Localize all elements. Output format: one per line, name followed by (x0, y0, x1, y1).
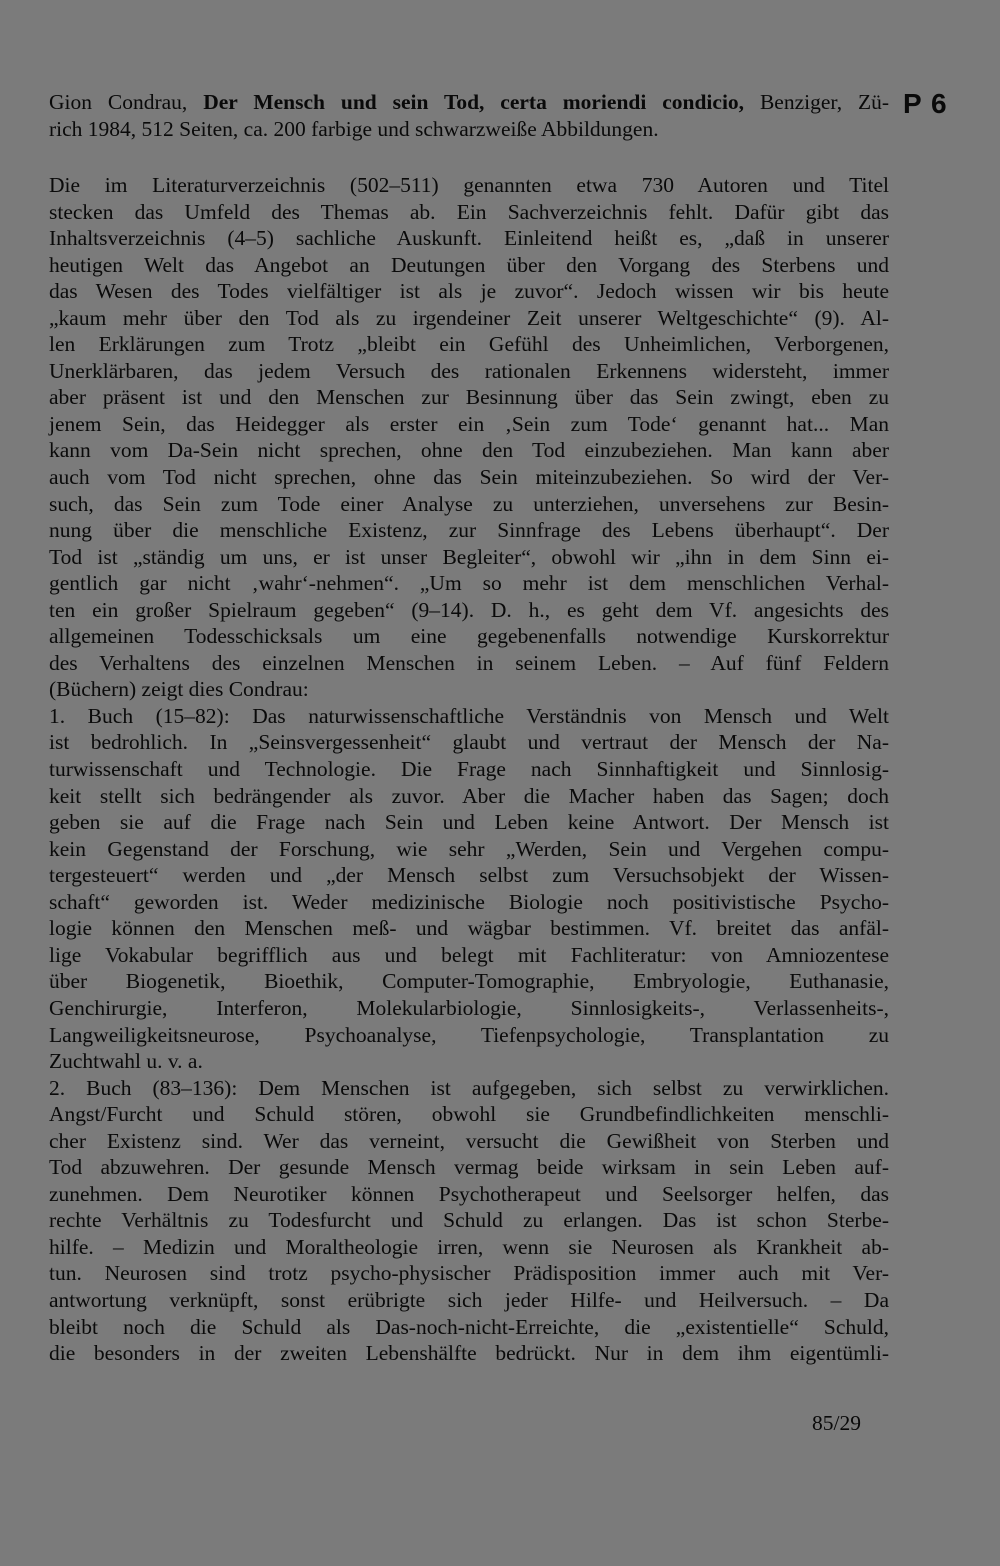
body-line: Inhaltsverzeichnis (4–5) sachliche Auskunft. Einleitend heißt es, „daß in unserer (49, 226, 889, 251)
body-line: turwissenschaft und Technologie. Die Frage nach Sinnhaftigkeit und Sinnlosig- (49, 757, 889, 782)
body-line: Tod abzuwehren. Der gesunde Mensch vermag beide wirksam in sein Leben auf- (49, 1155, 889, 1180)
body-line: das Wesen des Todes vielfältiger ist als je zuvor“. Jedoch wissen wir bis heute (49, 279, 889, 304)
body-line: hilfe. – Medizin und Moraltheologie irren, wenn sie Neurosen als Krankheit ab- (49, 1234, 889, 1259)
body-line: ist bedrohlich. In „Seinsvergessenheit“ glaubt und vertraut der Mensch der Na- (49, 730, 889, 755)
body-line: such, das Sein zum Tode einer Analyse zu unterziehen, unversehens zur Besin- (49, 491, 889, 516)
section-marker: P 6 (903, 88, 948, 119)
review-body (49, 172, 889, 1367)
body-line: aber präsent ist und den Menschen zur Besinnung über das Sein zwingt, eben zu (49, 385, 889, 410)
citation-line-2: rich 1984, 512 Seiten, ca. 200 farbige und schwarzweiße Abbildungen. (49, 116, 659, 141)
body-line: kann vom Da-Sein nicht sprechen, ohne den Tod einzubeziehen. Man kann aber (49, 438, 889, 463)
citation-publisher: Benziger, Zü- (744, 90, 889, 114)
body-line: Tod ist „ständig um uns, er ist unser Begleiter“, obwohl wir „ihn in dem Sinn ei- (49, 544, 889, 569)
body-line: Genchirurgie, Interferon, Molekularbiologie, Sinnlosigkeits-, Verlassenheits-, (49, 995, 889, 1020)
body-line: über Biogenetik, Bioethik, Computer-Tomographie, Embryologie, Euthanasie, (49, 969, 889, 994)
body-line: Die im Literaturverzeichnis (502–511) genannten etwa 730 Autoren und Titel (49, 173, 889, 197)
citation-author: Gion Condrau, (49, 90, 204, 114)
body-line: 1. Buch (15–82): Das naturwissenschaftliche Verständnis von Mensch und Welt (49, 703, 889, 728)
page-number: 85/29 (812, 1411, 861, 1435)
body-line: 2. Buch (83–136): Dem Menschen ist aufgegeben, sich selbst zu verwirklichen. (49, 1075, 889, 1100)
body-line: ten ein großer Spielraum gegeben“ (9–14). D. h., es geht dem Vf. angesichts des (49, 597, 889, 622)
body-line: kein Gegenstand der Forschung, wie sehr „Werden, Sein und Vergehen compu- (49, 836, 889, 861)
body-line: Zuchtwahl u. v. a. (49, 1049, 203, 1074)
body-line: gentlich gar nicht ‚wahr‘-nehmen“. „Um so mehr ist dem menschlichen Verhal- (49, 571, 889, 596)
citation-line-1 (49, 89, 889, 116)
body-line: nung über die menschliche Existenz, zur Sinnfrage des Lebens überhaupt“. Der (49, 518, 889, 543)
body-line: jenem Sein, das Heidegger als erster ein ‚Sein zum Tode‘ genannt hat... Man (49, 411, 889, 436)
body-line: schaft“ geworden ist. Weder medizinische Biologie noch positivistische Psycho- (49, 889, 889, 914)
body-line: antwortung verknüpft, sonst erübrigte sich jeder Hilfe- und Heilversuch. – Da (49, 1287, 889, 1312)
body-line: Unerklärbaren, das jedem Versuch des rationalen Erkennens widersteht, immer (49, 358, 889, 383)
body-line: geben sie auf die Frage nach Sein und Leben keine Antwort. Der Mensch ist (49, 810, 889, 835)
citation-header (49, 89, 889, 142)
body-line: tun. Neurosen sind trotz psycho-physischer Prädisposition immer auch mit Ver- (49, 1261, 889, 1286)
body-line: „kaum mehr über den Tod als zu irgendeiner Zeit unserer Weltgeschichte“ (9). Al- (49, 305, 889, 330)
citation-title: Der Mensch und sein Tod, certa moriendi condicio, (203, 90, 745, 114)
body-line: allgemeinen Todesschicksals um eine gegebenenfalls notwendige Kurskorrektur (49, 624, 889, 649)
body-line: cher Existenz sind. Wer das verneint, versucht die Gewißheit von Sterben und (49, 1128, 889, 1153)
body-line: keit stellt sich bedrängender als zuvor. Aber die Macher haben das Sagen; doch (49, 783, 889, 808)
body-line: Angst/Furcht und Schuld stören, obwohl sie Grundbefindlichkeiten menschli- (49, 1102, 889, 1127)
body-line: heutigen Welt das Angebot an Deutungen über den Vorgang des Sterbens und (49, 252, 889, 277)
body-line: des Verhaltens des einzelnen Menschen in seinem Leben. – Auf fünf Feldern (49, 650, 889, 675)
body-line: (Büchern) zeigt dies Condrau: (49, 677, 309, 702)
body-line: rechte Verhältnis zu Todesfurcht und Schuld zu erlangen. Das ist schon Sterbe- (49, 1208, 889, 1233)
body-line: zunehmen. Dem Neurotiker können Psychotherapeut und Seelsorger helfen, das (49, 1181, 889, 1206)
body-line: auch vom Tod nicht sprechen, ohne das Sein miteinzubeziehen. So wird der Ver- (49, 465, 889, 490)
body-line: lige Vokabular begrifflich aus und belegt mit Fachliteratur: von Amniozentese (49, 942, 889, 967)
body-line: Langweiligkeitsneurose, Psychoanalyse, Tiefenpsychologie, Transplantation zu (49, 1022, 889, 1047)
body-line: len Erklärungen zum Trotz „bleibt ein Gefühl des Unheimlichen, Verborgenen, (49, 332, 889, 357)
body-line: bleibt noch die Schuld als Das-noch-nicht-Erreichte, die „existentielle“ Schuld, (49, 1314, 889, 1339)
body-line: die besonders in der zweiten Lebenshälfte bedrückt. Nur in dem ihm eigentümli- (49, 1341, 889, 1366)
body-line: tergesteuert“ werden und „der Mensch selbst zum Versuchsobjekt der Wissen- (49, 863, 889, 888)
body-line: logie können den Menschen meß- und wägbar bestimmen. Vf. breitet das anfäl- (49, 916, 889, 941)
body-line: stecken das Umfeld des Themas ab. Ein Sachverzeichnis fehlt. Dafür gibt das (49, 199, 889, 224)
